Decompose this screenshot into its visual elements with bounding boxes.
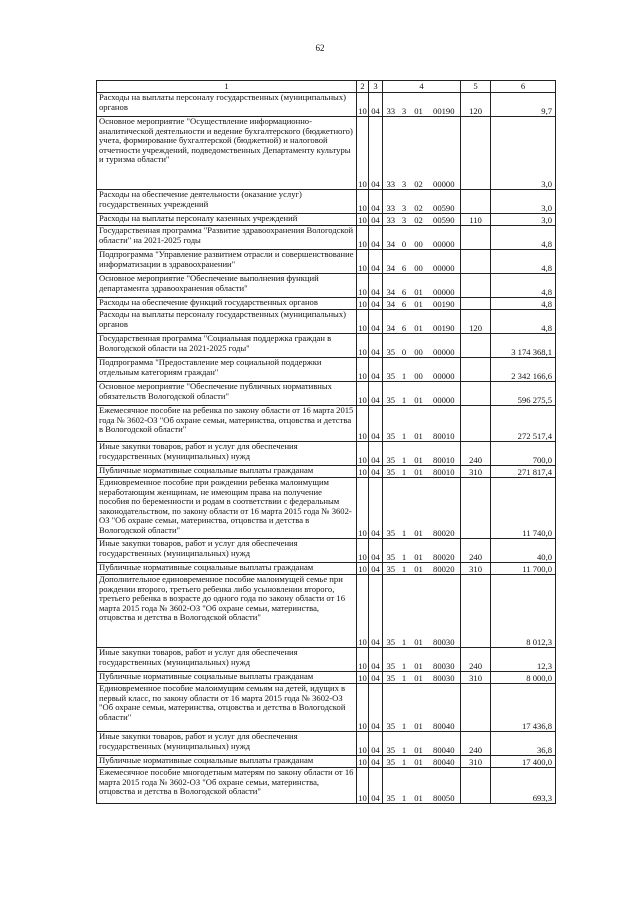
row-code-activity: 01 [410, 466, 428, 478]
row-amount: 3,0 [491, 190, 556, 214]
row-amount: 11 740,0 [491, 478, 556, 539]
table-row [97, 382, 556, 406]
row-description: Иные закупки товаров, работ и услуг для обеспечения государственных (муниципальных) нужд [97, 732, 357, 756]
row-description: Расходы на обеспечение функций государственных органов [97, 298, 357, 310]
row-code-program: 35 [383, 648, 399, 672]
row-code-subprogram: 6 [399, 310, 410, 334]
row-code-program: 35 [383, 732, 399, 756]
row-section: 10 [357, 406, 369, 442]
row-description: Публичные нормативные социальные выплаты гражданам [97, 672, 357, 684]
row-code-direction: 00190 [428, 298, 461, 310]
row-description: Основное мероприятие "Обеспечение публичных нормативных обязательств Вологодской области" [97, 382, 357, 406]
row-code-activity: 01 [410, 672, 428, 684]
table-row [97, 768, 556, 804]
row-amount: 3 174 368,1 [491, 334, 556, 358]
row-subsection: 04 [369, 250, 383, 274]
row-code-subprogram: 3 [399, 117, 410, 190]
row-section: 10 [357, 382, 369, 406]
row-amount: 8 012,3 [491, 575, 556, 648]
row-amount: 11 700,0 [491, 563, 556, 575]
row-subsection: 04 [369, 274, 383, 298]
row-expense-type [461, 190, 491, 214]
row-code-subprogram: 6 [399, 250, 410, 274]
row-code-program: 34 [383, 274, 399, 298]
table-row [97, 250, 556, 274]
row-description: Расходы на выплаты персоналу казенных учреждений [97, 214, 357, 226]
row-expense-type [461, 226, 491, 250]
row-subsection: 04 [369, 478, 383, 539]
row-code-direction: 00190 [428, 93, 461, 117]
row-expense-type [461, 298, 491, 310]
row-subsection: 04 [369, 684, 383, 732]
row-code-program: 35 [383, 466, 399, 478]
budget-table [96, 80, 556, 804]
row-description: Расходы на выплаты персоналу государственных (муниципальных) органов [97, 93, 357, 117]
row-amount: 700,0 [491, 442, 556, 466]
row-code-activity: 01 [410, 768, 428, 804]
table-row [97, 466, 556, 478]
row-subsection: 04 [369, 298, 383, 310]
table-row [97, 190, 556, 214]
row-code-activity: 01 [410, 684, 428, 732]
table-header-row [97, 81, 556, 93]
row-expense-type: 310 [461, 563, 491, 575]
table-row [97, 93, 556, 117]
row-amount: 4,8 [491, 310, 556, 334]
row-description: Иные закупки товаров, работ и услуг для обеспечения государственных (муниципальных) нужд [97, 442, 357, 466]
row-section: 10 [357, 648, 369, 672]
row-code-program: 33 [383, 214, 399, 226]
row-amount: 2 342 166,6 [491, 358, 556, 382]
row-description: Единовременное пособие малоимущим семьям на детей, идущих в первый класс, по закону области от 16 марта 2015 года № 3602-ОЗ "Об охране семьи, материнства, отцовства и детства в Вологодской области" [97, 684, 357, 732]
row-section: 10 [357, 310, 369, 334]
row-code-direction: 80030 [428, 575, 461, 648]
header-col-6: 6 [491, 81, 556, 93]
row-code-direction: 80030 [428, 648, 461, 672]
row-code-program: 34 [383, 298, 399, 310]
row-code-direction: 00000 [428, 274, 461, 298]
table-row [97, 478, 556, 539]
row-section: 10 [358, 672, 367, 683]
row-subsection: 04 [369, 93, 383, 117]
row-code-subprogram: 3 [399, 190, 410, 214]
row-code-direction: 80050 [428, 768, 461, 804]
row-code-subprogram: 1 [399, 478, 410, 539]
row-description: Единовременное пособие при рождении ребенка малоимущим неработающим женщинам, не имеющим права на получение пособия по беременности и родам в соответствии с федеральным законодательством, по закону области от 16 марта 2015 года № 3602-ОЗ "Об охране семьи, материнства, отцовства и детства в Вологодской области" [97, 478, 357, 539]
row-code-subprogram: 1 [399, 442, 410, 466]
row-description: Ежемесячное пособие на ребенка по закону области от 16 марта 2015 года № 3602-ОЗ "Об охране семьи, материнства, отцовства и детства в Вологодской области" [97, 406, 357, 442]
row-code-program: 35 [383, 768, 399, 804]
row-section: 10 [357, 478, 369, 539]
row-description: Иные закупки товаров, работ и услуг для обеспечения государственных (муниципальных) нужд [97, 648, 357, 672]
row-expense-type: 110 [461, 214, 491, 226]
row-section: 10 [358, 756, 367, 767]
row-code-activity: 00 [410, 250, 428, 274]
row-expense-type: 310 [461, 756, 491, 768]
row-section: 10 [358, 466, 367, 477]
row-code-activity: 01 [410, 648, 428, 672]
row-expense-type [461, 478, 491, 539]
row-description: Публичные нормативные социальные выплаты гражданам [97, 466, 357, 478]
row-code-program: 35 [383, 539, 399, 563]
row-code-direction: 00590 [428, 214, 461, 226]
row-subsection: 04 [369, 575, 383, 648]
row-code-direction: 00000 [428, 250, 461, 274]
row-description: Дополнительное единовременное пособие малоимущей семье при рождении второго, третьего ребенка либо усыновлении второго, третьего ребенка в возрасте до одного года по закону области от 16 марта 2015 года № 3602-ОЗ "Об охране семьи, материнства, отцовства и детства в Вологодской области" [97, 575, 357, 648]
row-description: Подпрограмма "Управление развитием отрасли и совершенствование информатизации в здравоохранении" [97, 250, 357, 274]
row-code-direction: 80020 [428, 478, 461, 539]
row-code-direction: 80010 [428, 466, 461, 478]
row-expense-type [461, 250, 491, 274]
row-expense-type [461, 406, 491, 442]
row-expense-type [461, 334, 491, 358]
row-expense-type [461, 575, 491, 648]
row-code-direction: 00000 [428, 382, 461, 406]
row-amount: 3,0 [491, 214, 556, 226]
row-code-activity: 02 [410, 214, 428, 226]
row-code-activity: 01 [410, 563, 428, 575]
row-code-program: 35 [383, 358, 399, 382]
row-code-subprogram: 3 [399, 214, 410, 226]
table-row [97, 334, 556, 358]
row-code-program: 35 [383, 575, 399, 648]
row-amount: 8 000,0 [491, 672, 556, 684]
row-code-subprogram: 1 [399, 648, 410, 672]
row-code-program: 35 [383, 382, 399, 406]
row-section: 10 [357, 190, 369, 214]
row-code-direction: 00000 [428, 358, 461, 382]
row-code-subprogram: 6 [399, 274, 410, 298]
row-section: 10 [357, 93, 369, 117]
row-subsection: 04 [369, 442, 383, 466]
row-subsection: 04 [369, 117, 383, 190]
row-expense-type [461, 684, 491, 732]
table-row [97, 684, 556, 732]
row-expense-type [461, 117, 491, 190]
row-section: 10 [357, 358, 369, 382]
row-code-activity: 01 [410, 575, 428, 648]
table-row [97, 117, 556, 190]
row-code-subprogram: 6 [399, 298, 410, 310]
row-code-subprogram: 0 [399, 334, 410, 358]
table-row [97, 442, 556, 466]
row-subsection: 04 [369, 214, 383, 226]
row-expense-type: 240 [461, 648, 491, 672]
row-code-activity: 01 [410, 732, 428, 756]
row-subsection: 04 [369, 190, 383, 214]
row-code-program: 33 [383, 190, 399, 214]
row-amount: 17 400,0 [491, 756, 556, 768]
row-description: Расходы на обеспечение деятельности (оказание услуг) государственных учреждений [97, 190, 357, 214]
row-section: 10 [357, 442, 369, 466]
table-row [97, 274, 556, 298]
row-code-direction: 00000 [428, 334, 461, 358]
row-subsection: 04 [369, 358, 383, 382]
row-expense-type [461, 382, 491, 406]
row-code-program: 33 [383, 93, 399, 117]
table-row [97, 756, 556, 768]
row-amount: 40,0 [491, 539, 556, 563]
row-code-program: 35 [383, 672, 399, 684]
row-subsection: 04 [369, 382, 383, 406]
row-subsection: 04 [369, 563, 383, 575]
row-code-direction: 00590 [428, 190, 461, 214]
row-description: Государственная программа "Развитие здравоохранения Вологодской области" на 2021-2025 годы [97, 226, 357, 250]
table-row [97, 358, 556, 382]
row-subsection: 04 [369, 672, 383, 684]
table-row [97, 575, 556, 648]
row-code-activity: 00 [410, 334, 428, 358]
row-code-direction: 80020 [428, 539, 461, 563]
row-expense-type: 310 [461, 672, 491, 684]
page-number: 62 [315, 43, 325, 53]
row-code-activity: 00 [410, 358, 428, 382]
row-code-activity: 01 [410, 93, 428, 117]
row-section: 10 [357, 274, 369, 298]
header-col-2: 2 [357, 81, 369, 93]
row-description: Подпрограмма "Предоставление мер социальной поддержки отдельным категориям граждан" [97, 358, 357, 382]
row-code-subprogram: 1 [399, 672, 410, 684]
row-code-direction: 00000 [428, 226, 461, 250]
row-code-activity: 01 [410, 382, 428, 406]
row-subsection: 04 [369, 732, 383, 756]
header-col-3: 3 [369, 81, 383, 93]
row-section: 10 [357, 684, 369, 732]
row-expense-type [461, 768, 491, 804]
row-amount: 4,8 [491, 226, 556, 250]
row-description: Ежемесячное пособие многодетным матерям по закону области от 16 марта 2015 года № 3602-ОЗ "Об охране семьи, материнства, отцовства и детства в Вологодской области" [97, 768, 357, 804]
row-expense-type: 240 [461, 442, 491, 466]
row-subsection: 04 [369, 539, 383, 563]
row-expense-type: 240 [461, 539, 491, 563]
row-expense-type: 310 [461, 466, 491, 478]
row-code-subprogram: 1 [399, 466, 410, 478]
header-col-5: 5 [461, 81, 491, 93]
row-section: 10 [357, 226, 369, 250]
row-code-program: 35 [383, 756, 399, 768]
row-section: 10 [357, 575, 369, 648]
row-amount: 4,8 [491, 250, 556, 274]
row-code-subprogram: 1 [399, 684, 410, 732]
row-code-direction: 80020 [428, 563, 461, 575]
table-row [97, 310, 556, 334]
row-code-program: 35 [383, 478, 399, 539]
row-code-program: 34 [383, 310, 399, 334]
row-amount: 4,8 [491, 298, 556, 310]
row-subsection: 04 [369, 310, 383, 334]
row-code-direction: 80040 [428, 684, 461, 732]
table-row [97, 226, 556, 250]
row-code-direction: 80010 [428, 442, 461, 466]
row-code-activity: 01 [410, 478, 428, 539]
row-subsection: 04 [369, 334, 383, 358]
row-code-activity: 01 [410, 539, 428, 563]
table-row [97, 732, 556, 756]
row-code-activity: 01 [410, 298, 428, 310]
table-row [97, 214, 556, 226]
table-row [97, 406, 556, 442]
table-row [97, 298, 556, 310]
row-code-subprogram: 1 [399, 563, 410, 575]
row-code-direction: 80040 [428, 732, 461, 756]
row-amount: 3,0 [491, 117, 556, 190]
row-expense-type: 240 [461, 732, 491, 756]
row-code-subprogram: 1 [399, 768, 410, 804]
row-code-program: 34 [383, 226, 399, 250]
row-code-subprogram: 1 [399, 382, 410, 406]
row-subsection: 04 [369, 406, 383, 442]
row-amount: 12,3 [491, 648, 556, 672]
row-code-program: 35 [383, 442, 399, 466]
row-code-activity: 02 [410, 190, 428, 214]
table-row [97, 539, 556, 563]
row-code-activity: 01 [410, 442, 428, 466]
row-expense-type [461, 358, 491, 382]
row-code-program: 33 [383, 117, 399, 190]
row-subsection: 04 [369, 768, 383, 804]
row-description: Расходы на выплаты персоналу государственных (муниципальных) органов [97, 310, 357, 334]
row-expense-type [461, 274, 491, 298]
row-code-subprogram: 1 [399, 358, 410, 382]
row-section: 10 [357, 539, 369, 563]
row-amount: 4,8 [491, 274, 556, 298]
row-code-activity: 01 [410, 756, 428, 768]
row-code-direction: 00190 [428, 310, 461, 334]
row-section: 10 [358, 214, 367, 225]
row-amount: 17 436,8 [491, 684, 556, 732]
row-amount: 596 275,5 [491, 382, 556, 406]
row-code-program: 35 [383, 334, 399, 358]
row-amount: 36,8 [491, 732, 556, 756]
row-code-direction: 80010 [428, 406, 461, 442]
row-amount: 271 817,4 [491, 466, 556, 478]
row-section: 10 [357, 117, 369, 190]
row-subsection: 04 [369, 226, 383, 250]
row-subsection: 04 [369, 648, 383, 672]
row-section: 10 [357, 334, 369, 358]
header-col-1: 1 [97, 81, 357, 93]
row-description: Иные закупки товаров, работ и услуг для обеспечения государственных (муниципальных) нужд [97, 539, 357, 563]
row-code-direction: 80030 [428, 672, 461, 684]
row-code-subprogram: 0 [399, 226, 410, 250]
row-code-program: 35 [383, 563, 399, 575]
row-amount: 693,3 [491, 768, 556, 804]
row-code-activity: 00 [410, 226, 428, 250]
row-code-activity: 01 [410, 310, 428, 334]
row-code-activity: 01 [410, 406, 428, 442]
row-description: Основное мероприятие "Обеспечение выполнения функций департамента здравоохранения области" [97, 274, 357, 298]
row-description: Основное мероприятие "Осуществление информационно-аналитической деятельности и ведение бухгалтерского (бюджетного) учета, формирование бухгалтерской (бюджетной) и налоговой отчетности учреждений, подведомственных Департаменту культуры и туризма области" [97, 117, 357, 190]
row-amount: 9,7 [491, 93, 556, 117]
row-code-subprogram: 1 [399, 539, 410, 563]
row-code-subprogram: 1 [399, 406, 410, 442]
row-section: 10 [357, 768, 369, 804]
row-section: 10 [358, 298, 367, 309]
row-code-direction: 80040 [428, 756, 461, 768]
row-expense-type: 120 [461, 93, 491, 117]
row-code-program: 35 [383, 406, 399, 442]
row-subsection: 04 [369, 756, 383, 768]
row-code-program: 34 [383, 250, 399, 274]
row-code-subprogram: 3 [399, 93, 410, 117]
row-section: 10 [357, 732, 369, 756]
row-code-subprogram: 1 [399, 575, 410, 648]
row-description: Публичные нормативные социальные выплаты гражданам [97, 756, 357, 768]
table-row [97, 672, 556, 684]
row-section: 10 [357, 250, 369, 274]
row-description: Публичные нормативные социальные выплаты гражданам [97, 563, 357, 575]
row-section: 10 [358, 563, 367, 574]
row-code-program: 35 [383, 684, 399, 732]
header-col-4: 4 [383, 81, 461, 93]
row-amount: 272 517,4 [491, 406, 556, 442]
row-code-activity: 02 [410, 117, 428, 190]
table-row [97, 648, 556, 672]
row-code-activity: 01 [410, 274, 428, 298]
row-subsection: 04 [369, 466, 383, 478]
table-row [97, 563, 556, 575]
row-description: Государственная программа "Социальная поддержка граждан в Вологодской области на 2021-2025 годы" [97, 334, 357, 358]
row-code-direction: 00000 [428, 117, 461, 190]
row-expense-type: 120 [461, 310, 491, 334]
row-code-subprogram: 1 [399, 756, 410, 768]
row-code-subprogram: 1 [399, 732, 410, 756]
